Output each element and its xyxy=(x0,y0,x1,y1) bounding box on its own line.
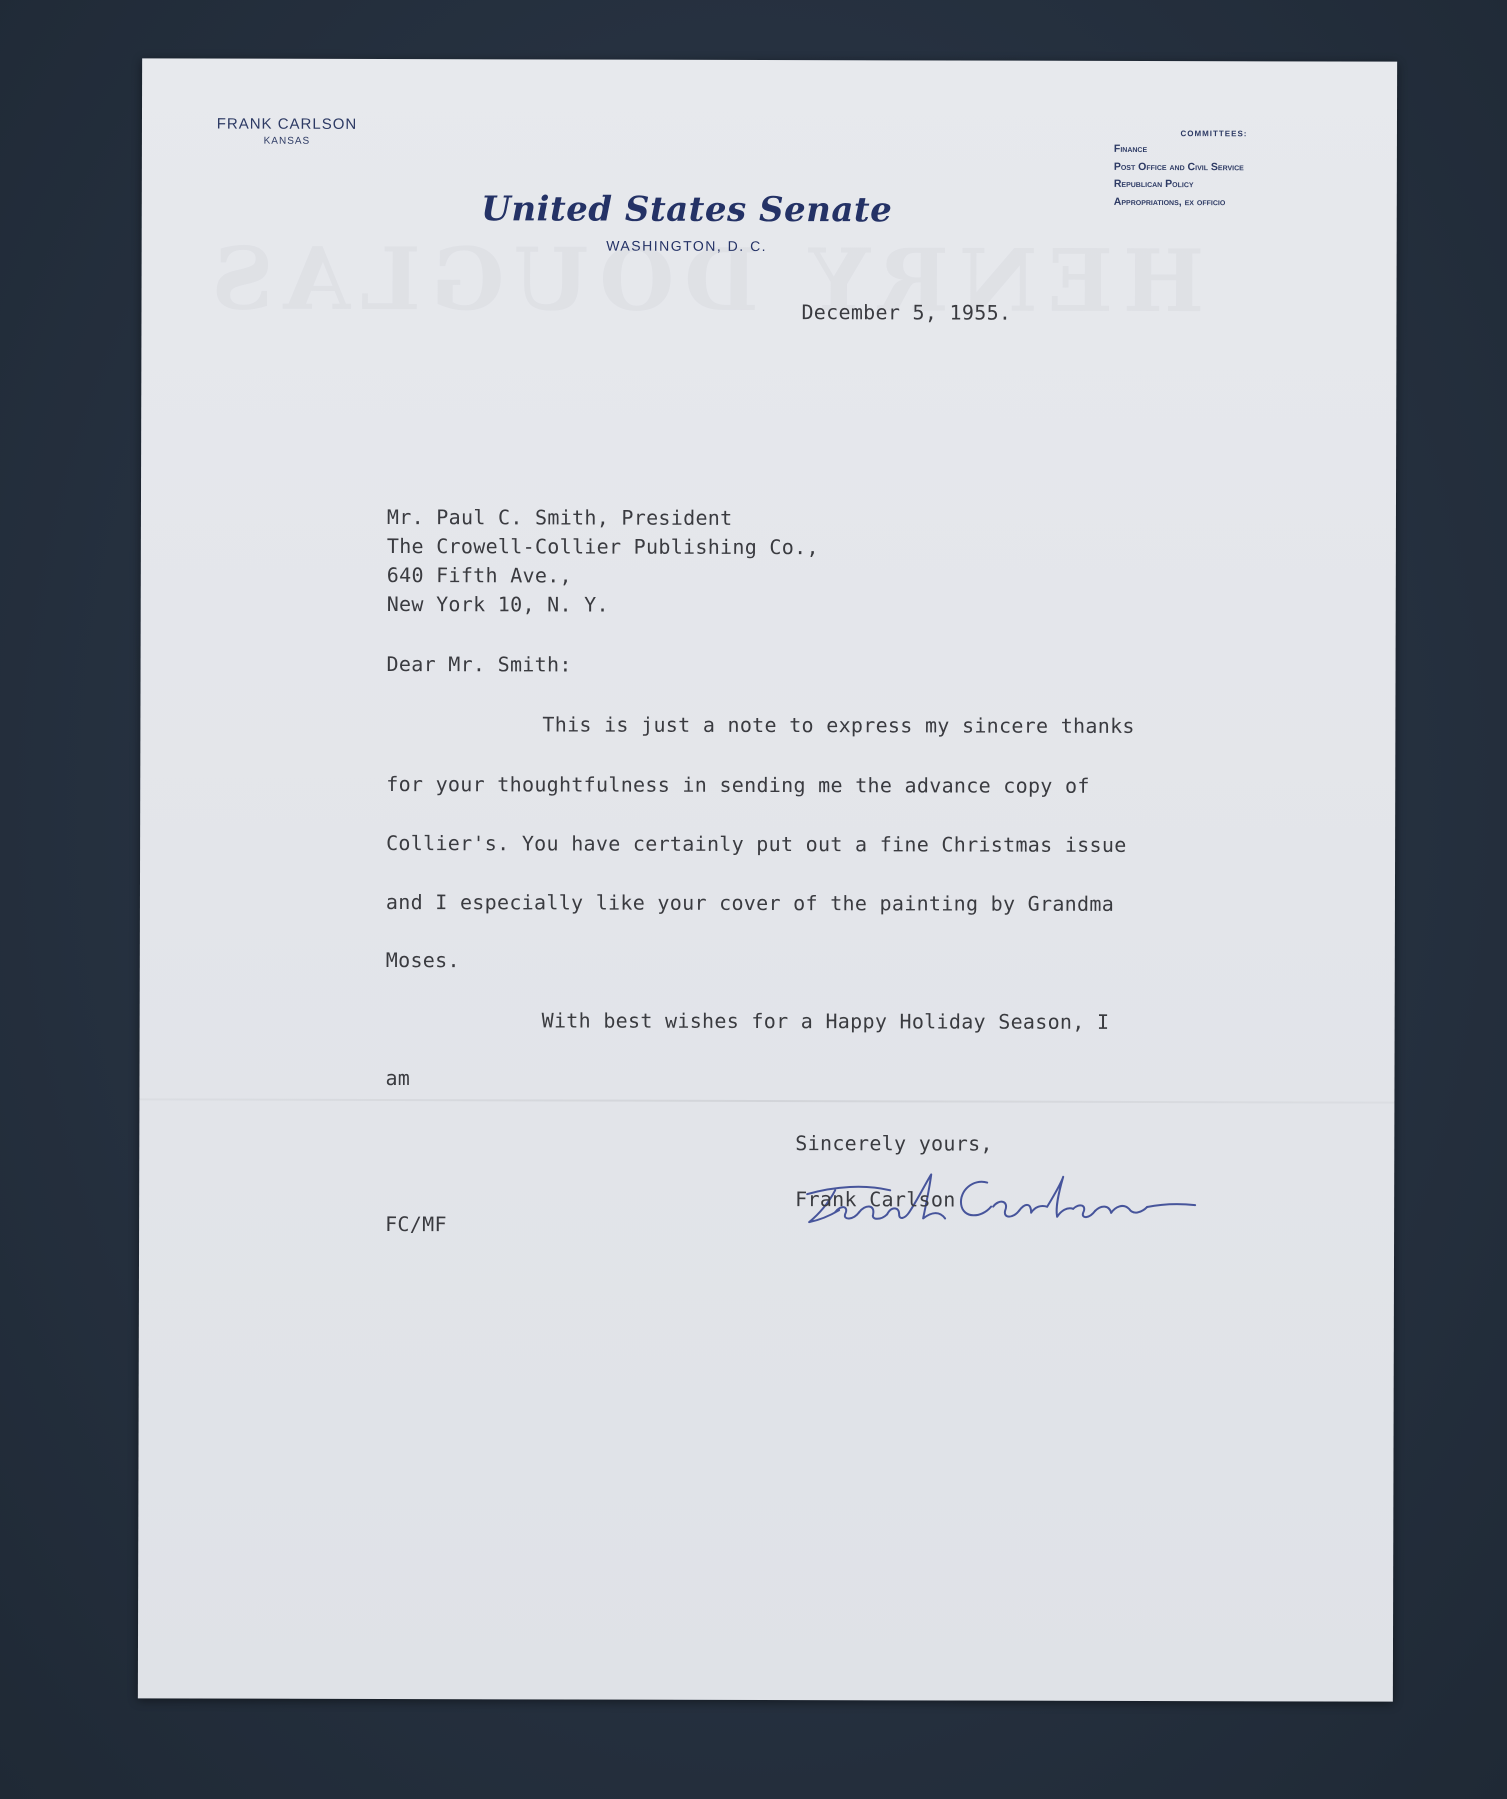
body-line: With best wishes for a Happy Holiday Season, I xyxy=(541,1008,1110,1034)
sender-block xyxy=(202,116,372,147)
committee-item: Appropriations, ex officio xyxy=(1113,195,1226,208)
salutation: Dear Mr. Smith: xyxy=(386,652,572,677)
sender-state: KANSAS xyxy=(263,135,311,147)
recipient-line: 640 Fifth Ave., xyxy=(386,563,572,588)
city-line: WASHINGTON, D. C. xyxy=(606,237,768,254)
committee-item: Post Office and Civil Service xyxy=(1113,160,1244,173)
recipient-line: The Crowell-Collier Publishing Co., xyxy=(386,534,819,560)
typist-initials: FC/MF xyxy=(385,1212,447,1237)
body-line: am xyxy=(385,1066,411,1091)
body-line: This is just a note to express my sincere thanks xyxy=(542,712,1135,738)
committees-heading: COMMITTEES: xyxy=(1180,129,1248,139)
recipient-line: New York 10, N. Y. xyxy=(386,592,609,617)
body-line: and I especially like your cover of the painting by Grandma xyxy=(385,890,1115,916)
masthead xyxy=(472,189,902,254)
committees-block xyxy=(1114,127,1269,211)
institution-title: United States Senate xyxy=(481,189,893,231)
signer-name: Frank Carlson xyxy=(795,1187,956,1212)
closing: Sincerely yours, xyxy=(795,1131,993,1156)
committee-item: Finance xyxy=(1113,142,1148,155)
body-line: for your thoughtfulness in sending me the advance copy of xyxy=(386,772,1090,798)
recipient-line: Mr. Paul C. Smith, President xyxy=(386,505,733,530)
sender-name: FRANK CARLSON xyxy=(216,115,358,133)
paper-fold-line xyxy=(139,1098,1394,1103)
body-line: Moses. xyxy=(385,948,460,973)
body-line: Collier's. You have certainly put out a fine Christmas issue xyxy=(386,831,1127,857)
letter-date: December 5, 1955. xyxy=(801,300,1012,325)
committee-item: Republican Policy xyxy=(1113,177,1194,191)
letter-paper xyxy=(138,58,1397,1701)
